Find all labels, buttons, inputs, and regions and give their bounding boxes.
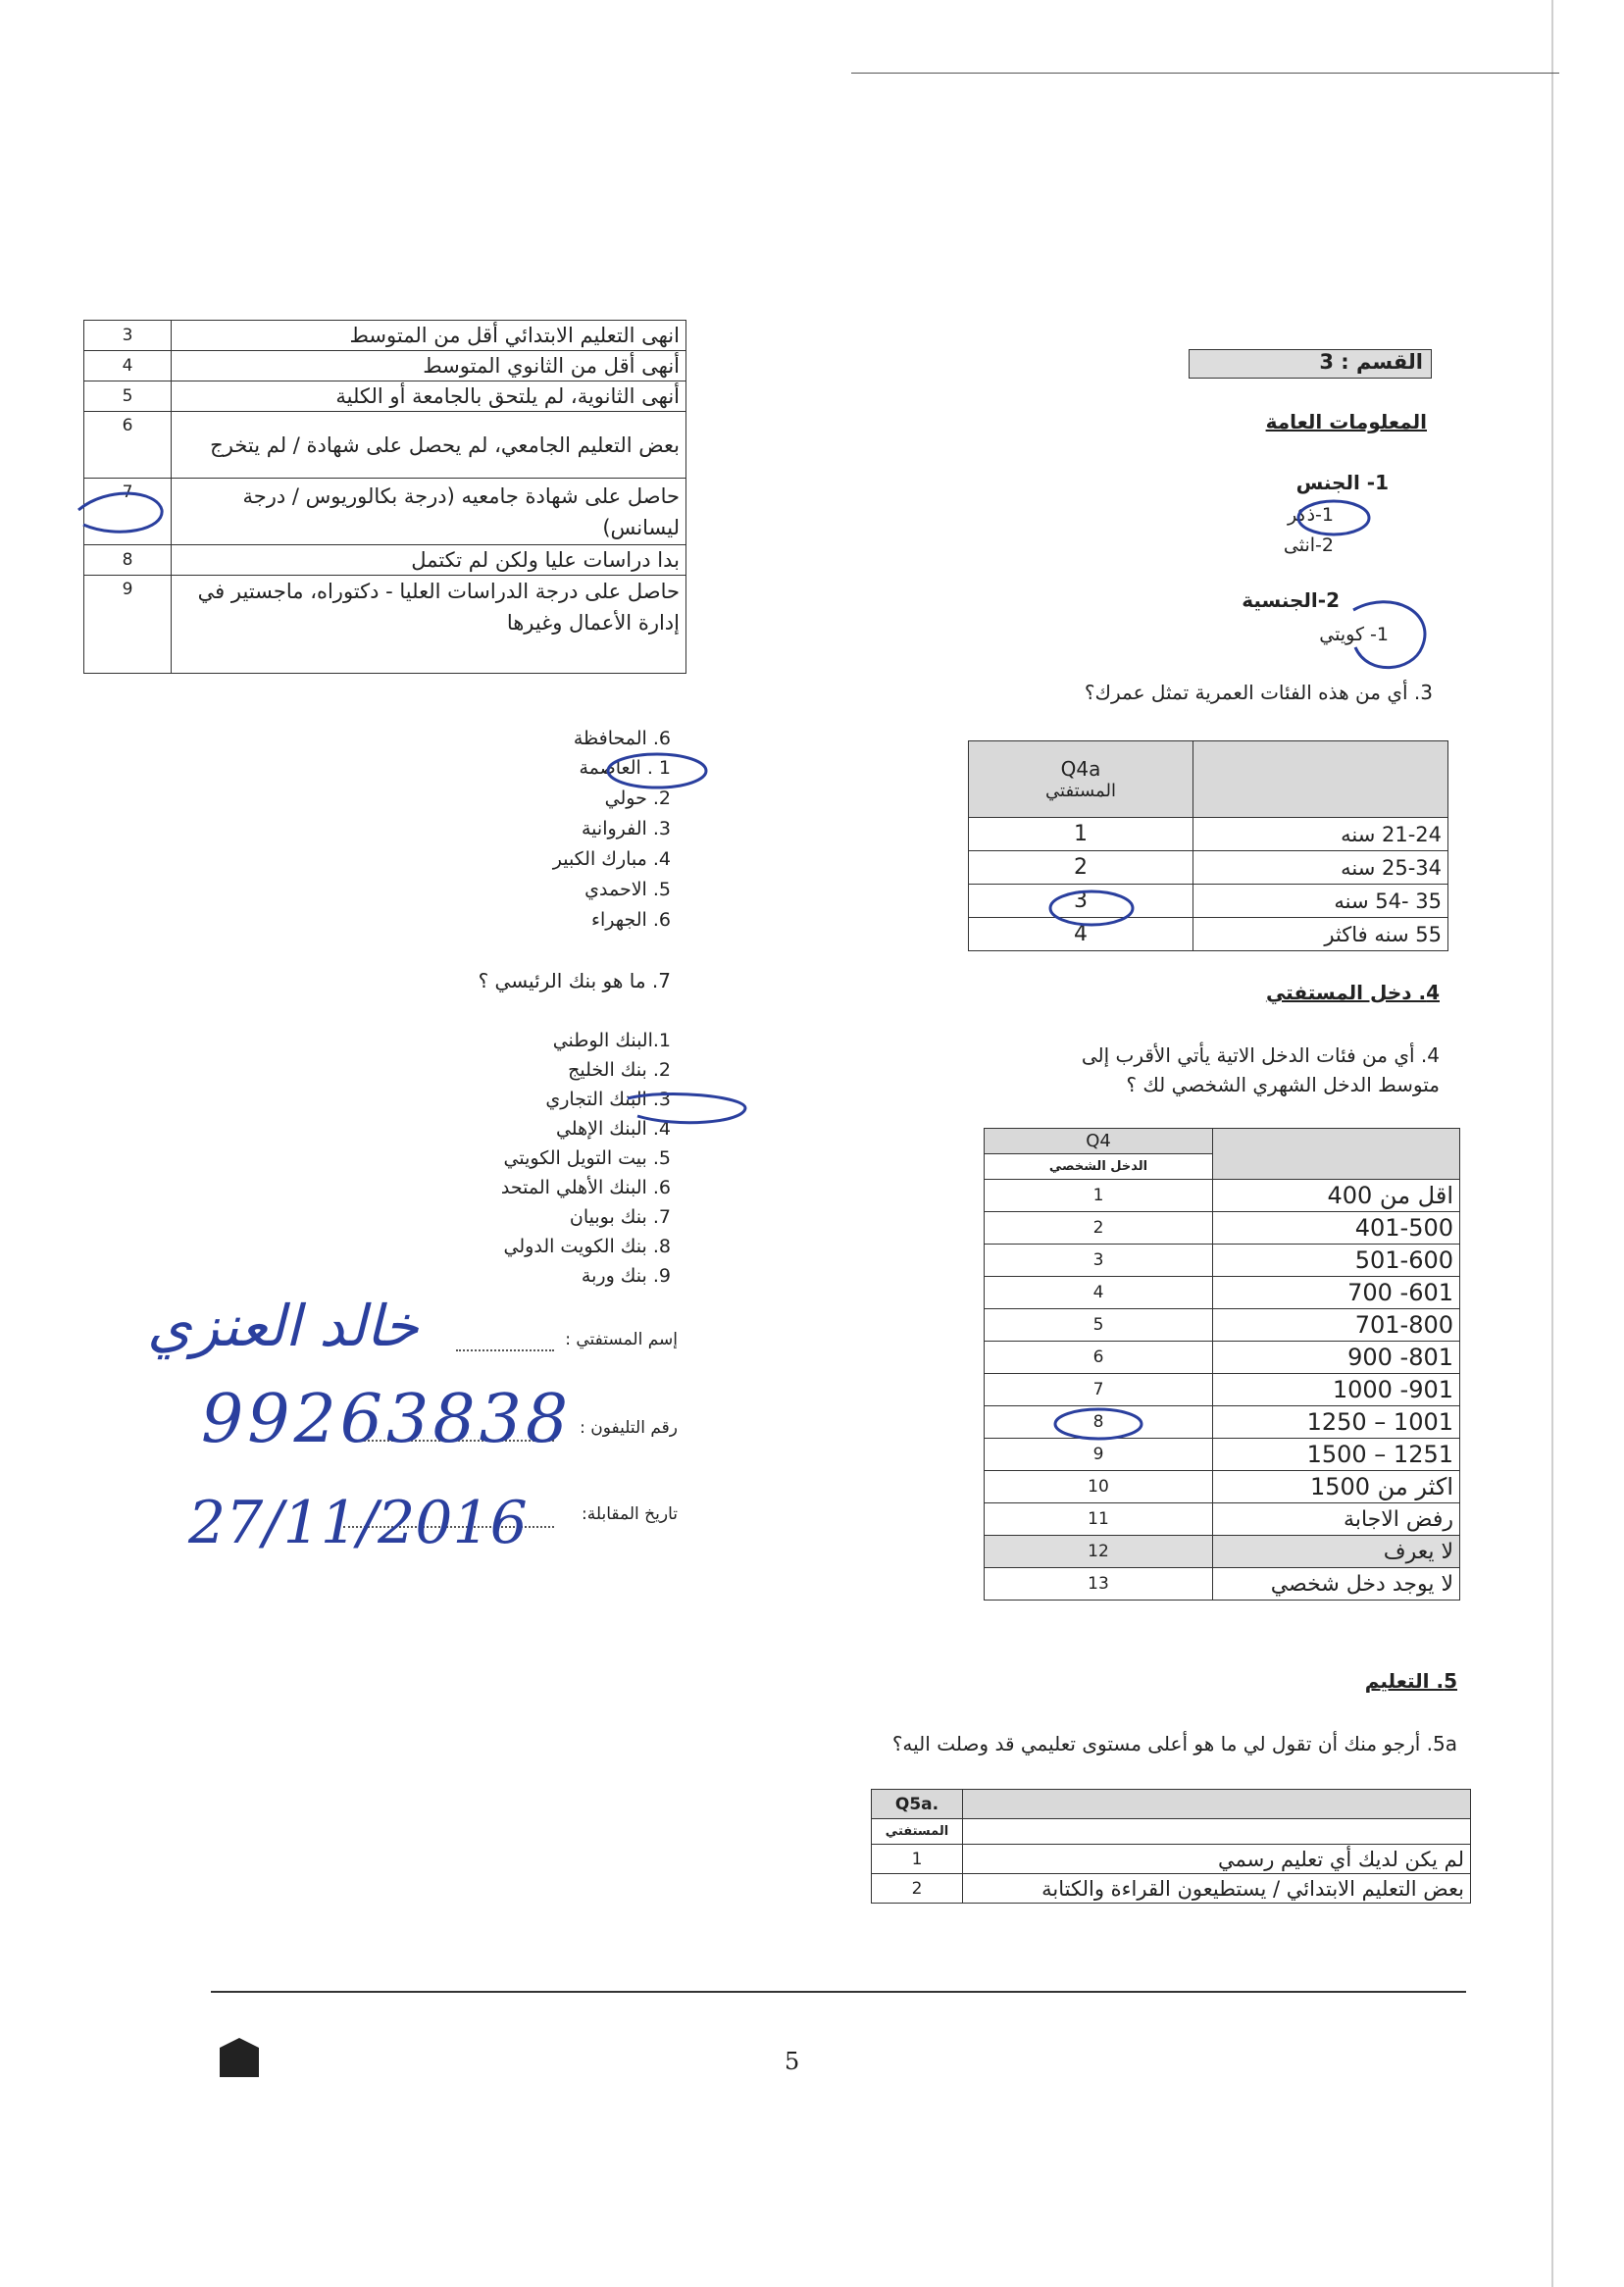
q6-option-6: 6. الجهراء	[591, 909, 671, 931]
q5-heading: 5. التعليم	[1364, 1669, 1457, 1693]
q4-code-4: 4	[985, 1277, 1213, 1309]
q4-code-2: 2	[985, 1212, 1213, 1245]
respondent-name-value: خالد العنزي	[147, 1293, 419, 1359]
q5c-code-5: 5	[84, 381, 172, 412]
q3-header-sub: المستفتي	[1045, 781, 1116, 801]
q5c-label-8: بدا دراسات عليا ولكن لم تكتمل	[172, 545, 686, 576]
q3-code-3: 3	[969, 885, 1193, 918]
respondent-date-label: تاريخ المقابلة:	[582, 1504, 678, 1524]
ink-circle-q4	[1055, 1409, 1142, 1439]
q4-code-6: 6	[985, 1342, 1213, 1374]
q6-option-4: 4. مبارك الكبير	[552, 848, 671, 870]
q4-label-3: 501-600	[1213, 1245, 1460, 1277]
ink-circle-q6	[608, 754, 706, 788]
q3-label-2: 25-34 سنه	[1193, 851, 1448, 885]
page-number: 5	[785, 2048, 800, 2075]
q7-option-1: 1.البنك الوطني	[552, 1030, 671, 1051]
respondent-date-value: 27/11/2016	[188, 1489, 528, 1557]
q5c-label-5: أنهى الثانوية، لم يلتحق بالجامعة أو الكلية	[172, 381, 686, 412]
q7-option-7: 7. بنك بوبيان	[569, 1206, 671, 1228]
respondent-name-label: إسم المستفتي :	[565, 1330, 678, 1349]
q4-label-9: 1251 – 1500	[1213, 1439, 1460, 1471]
q3-code-2: 2	[969, 851, 1193, 885]
q1-option-1: 1-ذكر	[1288, 504, 1334, 526]
q3-code-1: 1	[969, 818, 1193, 851]
ink-circle-q7	[628, 1093, 745, 1122]
q7-question: 7. ما هو بنك الرئيسي ؟	[478, 969, 671, 992]
q4-label-12: لا يعرف	[1213, 1536, 1460, 1568]
q7-option-2: 2. بنك الخليج	[568, 1059, 671, 1081]
q4-label-7: 901- 1000	[1213, 1374, 1460, 1406]
q5-label-1: لم يكن لديك أي تعليم رسمي	[963, 1845, 1471, 1874]
q2-option-1: 1- كويتي	[1319, 624, 1389, 645]
q4-label-4: 601- 700	[1213, 1277, 1460, 1309]
ink-circle-q3	[1050, 891, 1133, 925]
q5c-label-6: بعض التعليم الجامعي، لم يحصل على شهادة / لم يتخرج	[172, 412, 686, 479]
q1-label: 1- الجنس	[1295, 471, 1389, 494]
q5-code-2: 2	[872, 1874, 963, 1904]
q4-question-line2: متوسط الدخل الشهري الشخصي لك ؟	[1126, 1073, 1440, 1096]
q4-label-6: 801- 900	[1213, 1342, 1460, 1374]
q5c-code-6: 6	[84, 412, 172, 479]
q4-code-1: 1	[985, 1180, 1213, 1212]
q3-label-4: 55 سنه فاكثر	[1193, 918, 1448, 951]
q5c-code-9: 9	[84, 576, 172, 674]
q4-code-13: 13	[985, 1568, 1213, 1601]
section-title: القسم : 3	[1319, 350, 1423, 374]
q5c-code-3: 3	[84, 321, 172, 351]
q4-label-11: رفض الاجابة	[1213, 1503, 1460, 1536]
q3-question: 3. أي من هذه الفئات العمرية تمثل عمرك؟	[1084, 681, 1433, 704]
q4-header-sub: الدخل الشخصي	[985, 1154, 1213, 1180]
q4-code-5: 5	[985, 1309, 1213, 1342]
q5-header-code: Q5a.	[872, 1790, 963, 1819]
q3-header-code: Q4a	[1060, 757, 1101, 781]
q5c-code-8: 8	[84, 545, 172, 576]
q4-label-1: اقل من 400	[1213, 1180, 1460, 1212]
q6-option-3: 3. الفروانية	[582, 818, 671, 839]
q6-option-5: 5. الاحمدي	[584, 879, 671, 900]
q4-header-code: Q4	[985, 1129, 1213, 1154]
q7-option-4: 4. البنك الإهلي	[555, 1118, 671, 1140]
q6-label: 6. المحافظة	[573, 728, 671, 749]
q5-header-sub: المستفتي	[872, 1819, 963, 1845]
respondent-phone-value: 99263838	[201, 1381, 573, 1458]
q5-code-1: 1	[872, 1845, 963, 1874]
ink-circle-q5	[78, 493, 162, 532]
q4-code-3: 3	[985, 1245, 1213, 1277]
q5c-label-7: حاصل على شهادة جامعيه (درجة بكالوريوس / درجة ليسانس)	[172, 479, 686, 545]
general-info-heading: المعلومات العامة	[1265, 410, 1427, 433]
q5c-label-3: انهى التعليم الابتدائي أقل من المتوسط	[172, 321, 686, 351]
q6-option-1: 1 . العاصمة	[579, 757, 671, 779]
respondent-phone-label: رقم التليفون :	[580, 1418, 678, 1438]
q3-label-1: 21-24 سنه	[1193, 818, 1448, 851]
q2-label: 2-الجنسية	[1242, 588, 1340, 612]
q5-question: 5a. أرجو منك أن تقول لي ما هو أعلى مستوى تعليمي قد وصلت اليه؟	[891, 1732, 1457, 1755]
q4-label-10: اكثر من 1500	[1213, 1471, 1460, 1503]
q4-code-10: 10	[985, 1471, 1213, 1503]
q4-code-8: 8	[985, 1406, 1213, 1439]
q4-question-line1: 4. أي من فئات الدخل الاتية يأتي الأقرب إلى	[1081, 1043, 1440, 1067]
q4-code-7: 7	[985, 1374, 1213, 1406]
q7-option-5: 5. بيت التويل الكويتي	[503, 1147, 671, 1169]
q7-option-3: 3. البنك التجاري	[545, 1089, 671, 1110]
q7-option-8: 8. بنك الكويت الدولي	[503, 1236, 671, 1257]
q5c-label-4: أنهى أقل من الثانوي المتوسط	[172, 351, 686, 381]
q4-code-11: 11	[985, 1503, 1213, 1536]
q5c-label-9: حاصل على درجة الدراسات العليا - دكتوراه، ماجستير في إدارة الأعمال وغيرها	[172, 576, 686, 674]
q7-option-6: 6. البنك الأهلي المتحد	[500, 1177, 671, 1198]
q5-label-2: بعض التعليم الابتدائي / يستطيعون القراءة والكتابة	[963, 1874, 1471, 1904]
q4-code-12: 12	[985, 1536, 1213, 1568]
q7-option-9: 9. بنك وربة	[581, 1265, 671, 1287]
q3-code-4: 4	[969, 918, 1193, 951]
q4-label-2: 401-500	[1213, 1212, 1460, 1245]
q4-code-9: 9	[985, 1439, 1213, 1471]
q4-label-5: 701-800	[1213, 1309, 1460, 1342]
ink-circle-q2	[1353, 602, 1425, 668]
q1-option-2: 2-انثى	[1283, 534, 1334, 556]
q5c-code-4: 4	[84, 351, 172, 381]
ink-circle-q1	[1298, 501, 1369, 534]
q4-label-13: لا يوجد دخل شخصي	[1213, 1568, 1460, 1601]
q4-label-8: 1001 – 1250	[1213, 1406, 1460, 1439]
q3-label-3: 35 -54 سنه	[1193, 885, 1448, 918]
q6-option-2: 2. حولي	[604, 788, 671, 809]
q5c-code-7: 7	[84, 479, 172, 545]
q4-heading: 4. دخل المستفتي	[1265, 981, 1440, 1004]
